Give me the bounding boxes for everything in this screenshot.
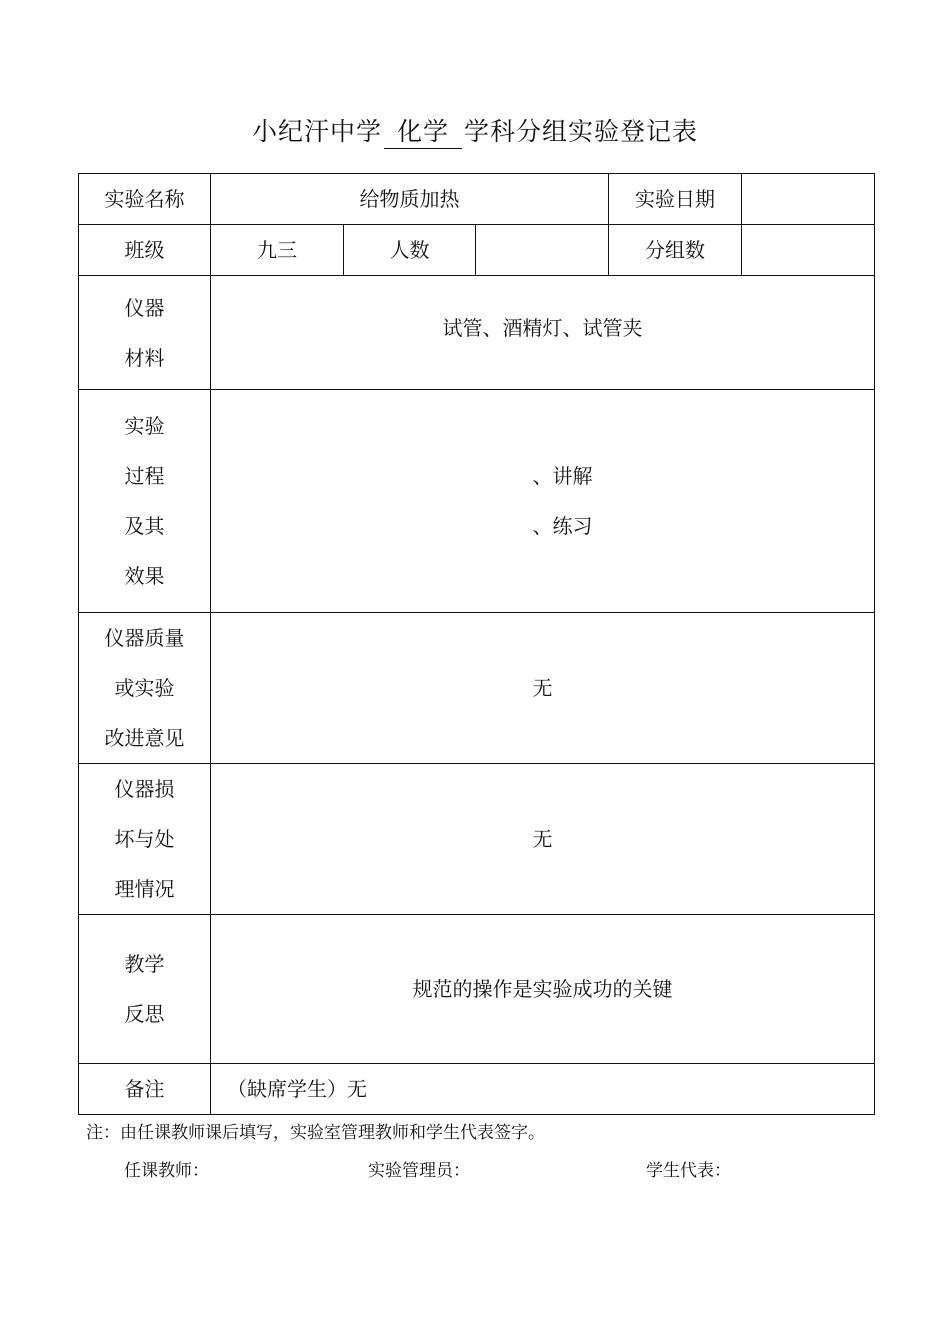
row-equipment xyxy=(79,276,875,390)
experiment-date-value[interactable] xyxy=(742,174,875,225)
process-value-line: 、讲解 xyxy=(532,464,593,488)
process-label-line: 过程 xyxy=(124,464,165,488)
damage-label-line: 坏与处 xyxy=(114,827,175,851)
class-label: 班级 xyxy=(79,225,211,276)
title-suffix: 学科分组实验登记表 xyxy=(464,117,699,146)
registration-table xyxy=(78,173,875,1115)
reflection-label-line: 反思 xyxy=(124,1002,165,1026)
quality-label-line: 或实验 xyxy=(114,676,175,700)
manager-signature-label: 实验管理员： xyxy=(368,1161,470,1181)
student-signature-label: 学生代表： xyxy=(646,1161,731,1181)
reflection-value: 规范的操作是实验成功的关键 xyxy=(211,915,875,1064)
class-value: 九三 xyxy=(211,225,344,276)
damage-label xyxy=(79,764,211,915)
row-class xyxy=(79,225,875,276)
footer-note: 注：由任课教师课后填写，实验室管理教师和学生代表签字。 xyxy=(86,1123,545,1143)
row-remarks xyxy=(79,1064,875,1115)
student-count-label: 人数 xyxy=(344,225,476,276)
reflection-label-line: 教学 xyxy=(124,952,165,976)
title-prefix: 小纪汗中学 xyxy=(251,117,382,146)
experiment-name-value: 给物质加热 xyxy=(211,174,609,225)
group-count-label: 分组数 xyxy=(609,225,742,276)
group-count-value[interactable] xyxy=(742,225,875,276)
row-reflection xyxy=(79,915,875,1064)
equipment-label xyxy=(79,276,211,390)
quality-label-line: 改进意见 xyxy=(104,726,185,750)
title-subject: 化学 xyxy=(384,112,462,149)
equipment-label-line: 仪器 xyxy=(124,295,165,320)
remarks-value: （缺席学生）无 xyxy=(211,1064,875,1115)
process-value-line: 、练习 xyxy=(532,514,593,538)
quality-label-line: 仪器质量 xyxy=(104,626,185,650)
process-label xyxy=(79,390,211,613)
experiment-date-label: 实验日期 xyxy=(609,174,742,225)
process-value xyxy=(211,390,875,613)
row-damage xyxy=(79,764,875,915)
damage-label-line: 仪器损 xyxy=(114,777,175,801)
experiment-name-label: 实验名称 xyxy=(79,174,211,225)
page-title xyxy=(0,112,950,149)
process-label-line: 实验 xyxy=(124,414,165,438)
reflection-label xyxy=(79,915,211,1064)
row-process xyxy=(79,390,875,613)
equipment-value: 试管、酒精灯、试管夹 xyxy=(211,276,875,390)
quality-value: 无 xyxy=(211,613,875,764)
quality-label xyxy=(79,613,211,764)
teacher-signature-label: 任课教师： xyxy=(124,1161,209,1181)
damage-label-line: 理情况 xyxy=(114,877,175,901)
damage-value: 无 xyxy=(211,764,875,915)
remarks-label: 备注 xyxy=(79,1064,211,1115)
process-label-line: 效果 xyxy=(124,564,165,588)
row-experiment-name xyxy=(79,174,875,225)
row-quality xyxy=(79,613,875,764)
process-label-line: 及其 xyxy=(124,514,165,538)
equipment-label-line: 材料 xyxy=(124,345,165,370)
student-count-value[interactable] xyxy=(476,225,609,276)
